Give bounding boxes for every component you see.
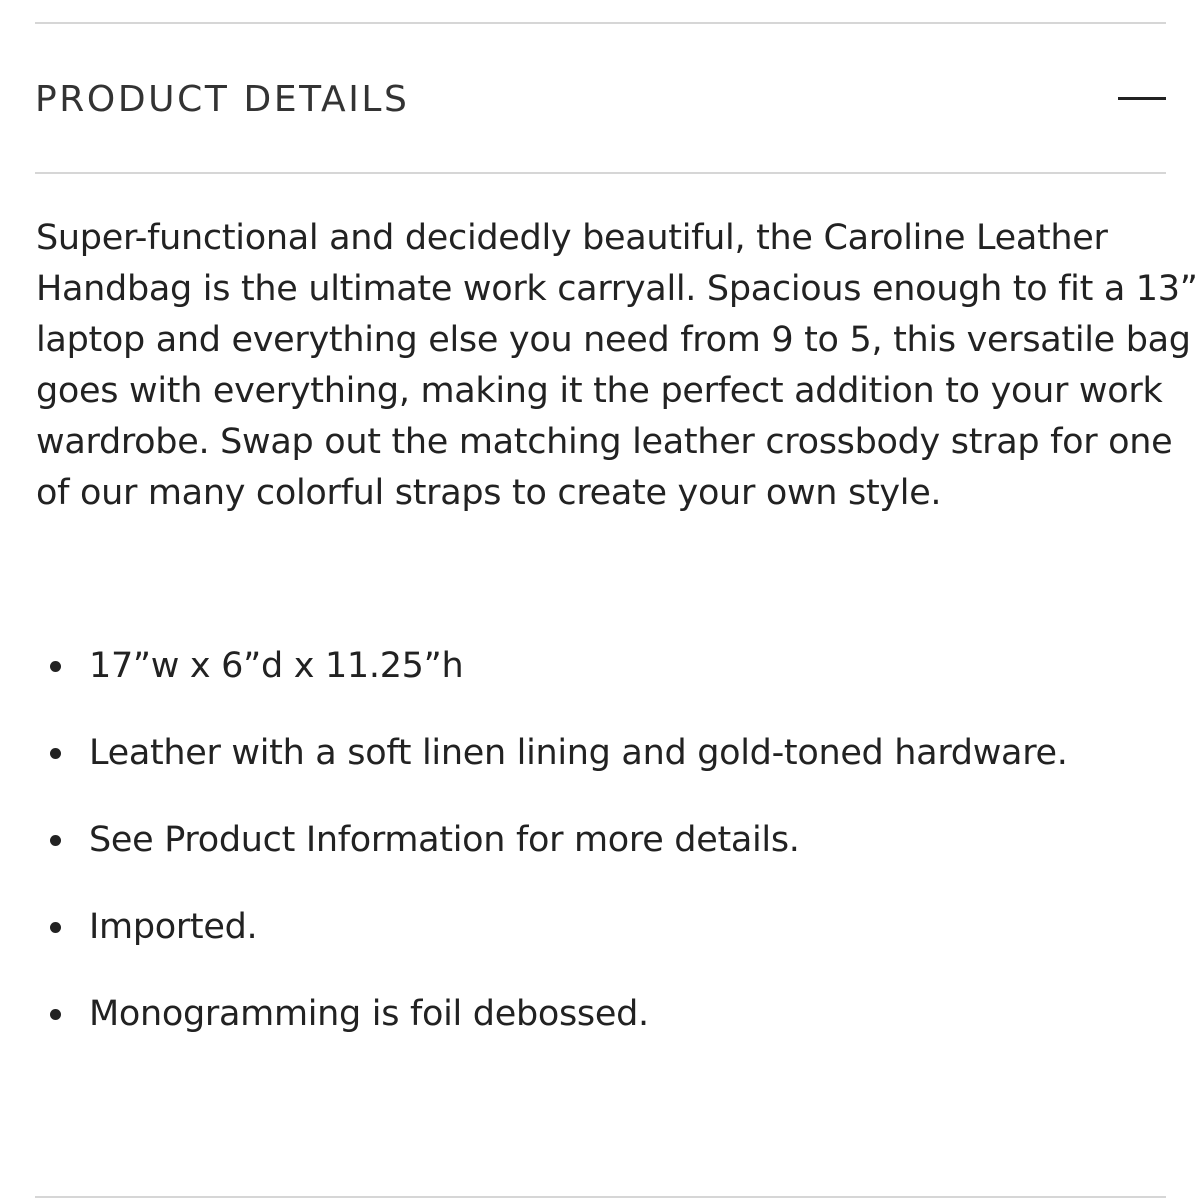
bottom-divider (35, 1196, 1166, 1198)
header-divider (35, 172, 1166, 174)
feature-list-item (36, 985, 1161, 1072)
feature-text: 17”w x 6”d x 11.25”h (89, 646, 464, 686)
description-line: Super-functional and decidedly beautiful, the Caroline Leather (36, 218, 1108, 258)
section-title: PRODUCT DETAILS (35, 79, 410, 120)
bullet-icon (50, 922, 61, 933)
description-line: Handbag is the ultimate work carryall. Spacious enough to fit a 13” (36, 269, 1198, 309)
minus-icon-bar (1118, 97, 1166, 100)
description-line: of our many colorful straps to create your own style. (36, 473, 942, 513)
bullet-icon (50, 1009, 61, 1020)
feature-text: Imported. (89, 907, 258, 947)
description-line: laptop and everything else you need from 9 to 5, this versatile bag (36, 320, 1191, 360)
feature-text: Monogramming is foil debossed. (89, 994, 649, 1034)
feature-list-item (36, 898, 1161, 985)
description-line: goes with everything, making it the perfect addition to your work (36, 371, 1163, 411)
product-description (36, 213, 1198, 519)
feature-list-item (36, 811, 1161, 898)
feature-list-item (36, 637, 1161, 724)
feature-text: See Product Information for more details. (89, 820, 800, 860)
minus-icon[interactable] (1118, 74, 1166, 122)
feature-text: Leather with a soft linen lining and gold-toned hardware. (89, 733, 1068, 773)
description-line: wardrobe. Swap out the matching leather crossbody strap for one (36, 422, 1173, 462)
feature-list (36, 637, 1161, 1072)
feature-list-item (36, 724, 1161, 811)
product-details-accordion-header[interactable] (35, 24, 1166, 172)
bullet-icon (50, 835, 61, 846)
bullet-icon (50, 748, 61, 759)
bullet-icon (50, 661, 61, 672)
